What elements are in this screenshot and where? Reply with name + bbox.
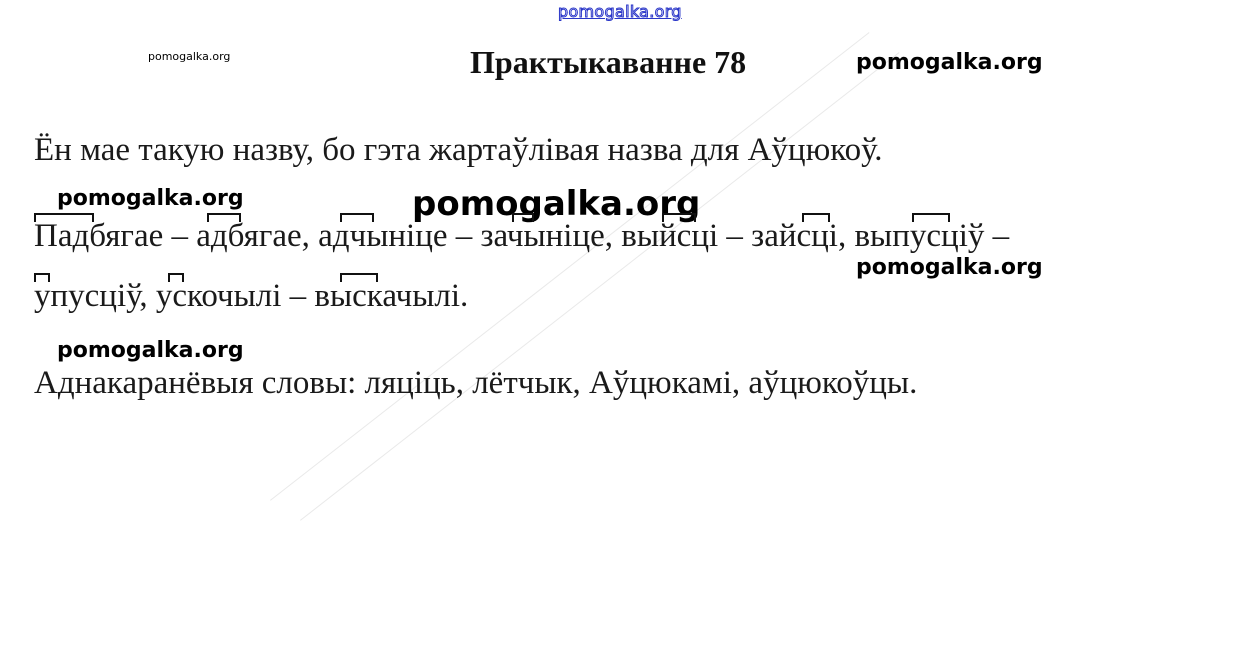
prefix-mark: [912, 213, 950, 222]
watermark-text: pomogalka.org: [856, 50, 1043, 75]
watermark-text: pomogalka.org: [148, 50, 231, 63]
prefix-mark: [34, 213, 94, 222]
watermark-text: pomogalka.org: [57, 338, 244, 363]
prefix-mark: [662, 213, 696, 222]
watermark-text: pomogalka.org: [57, 186, 244, 211]
prefix-mark: [34, 273, 50, 282]
background-watermark-stroke: [270, 32, 870, 501]
watermark-text: pomogalka.org: [856, 255, 1043, 280]
prefix-mark: [207, 213, 241, 222]
answer-line: Падбягае – адбягае, адчыніце – зачыніце, выйсці – зайсці, выпусціў –: [34, 218, 1010, 254]
answer-line: Аднакаранёвыя словы: ляціць, лётчык, Аўцюкамі, аўцюкоўцы.: [34, 365, 918, 401]
watermark-text: pomogalka.org: [412, 184, 701, 224]
answer-line: упусціў, ускочылі – выскачылі.: [34, 278, 469, 314]
prefix-mark: [168, 273, 184, 282]
prefix-mark: [340, 273, 378, 282]
answer-line: Ён мае такую назву, бо гэта жартаўлівая назва для Аўцюкоў.: [34, 132, 883, 168]
prefix-mark: [802, 213, 830, 222]
page-title: Практыкаванне 78: [470, 44, 747, 80]
prefix-mark: [340, 213, 374, 222]
watermark-link[interactable]: pomogalka.org: [558, 2, 682, 21]
prefix-mark: [512, 213, 534, 222]
